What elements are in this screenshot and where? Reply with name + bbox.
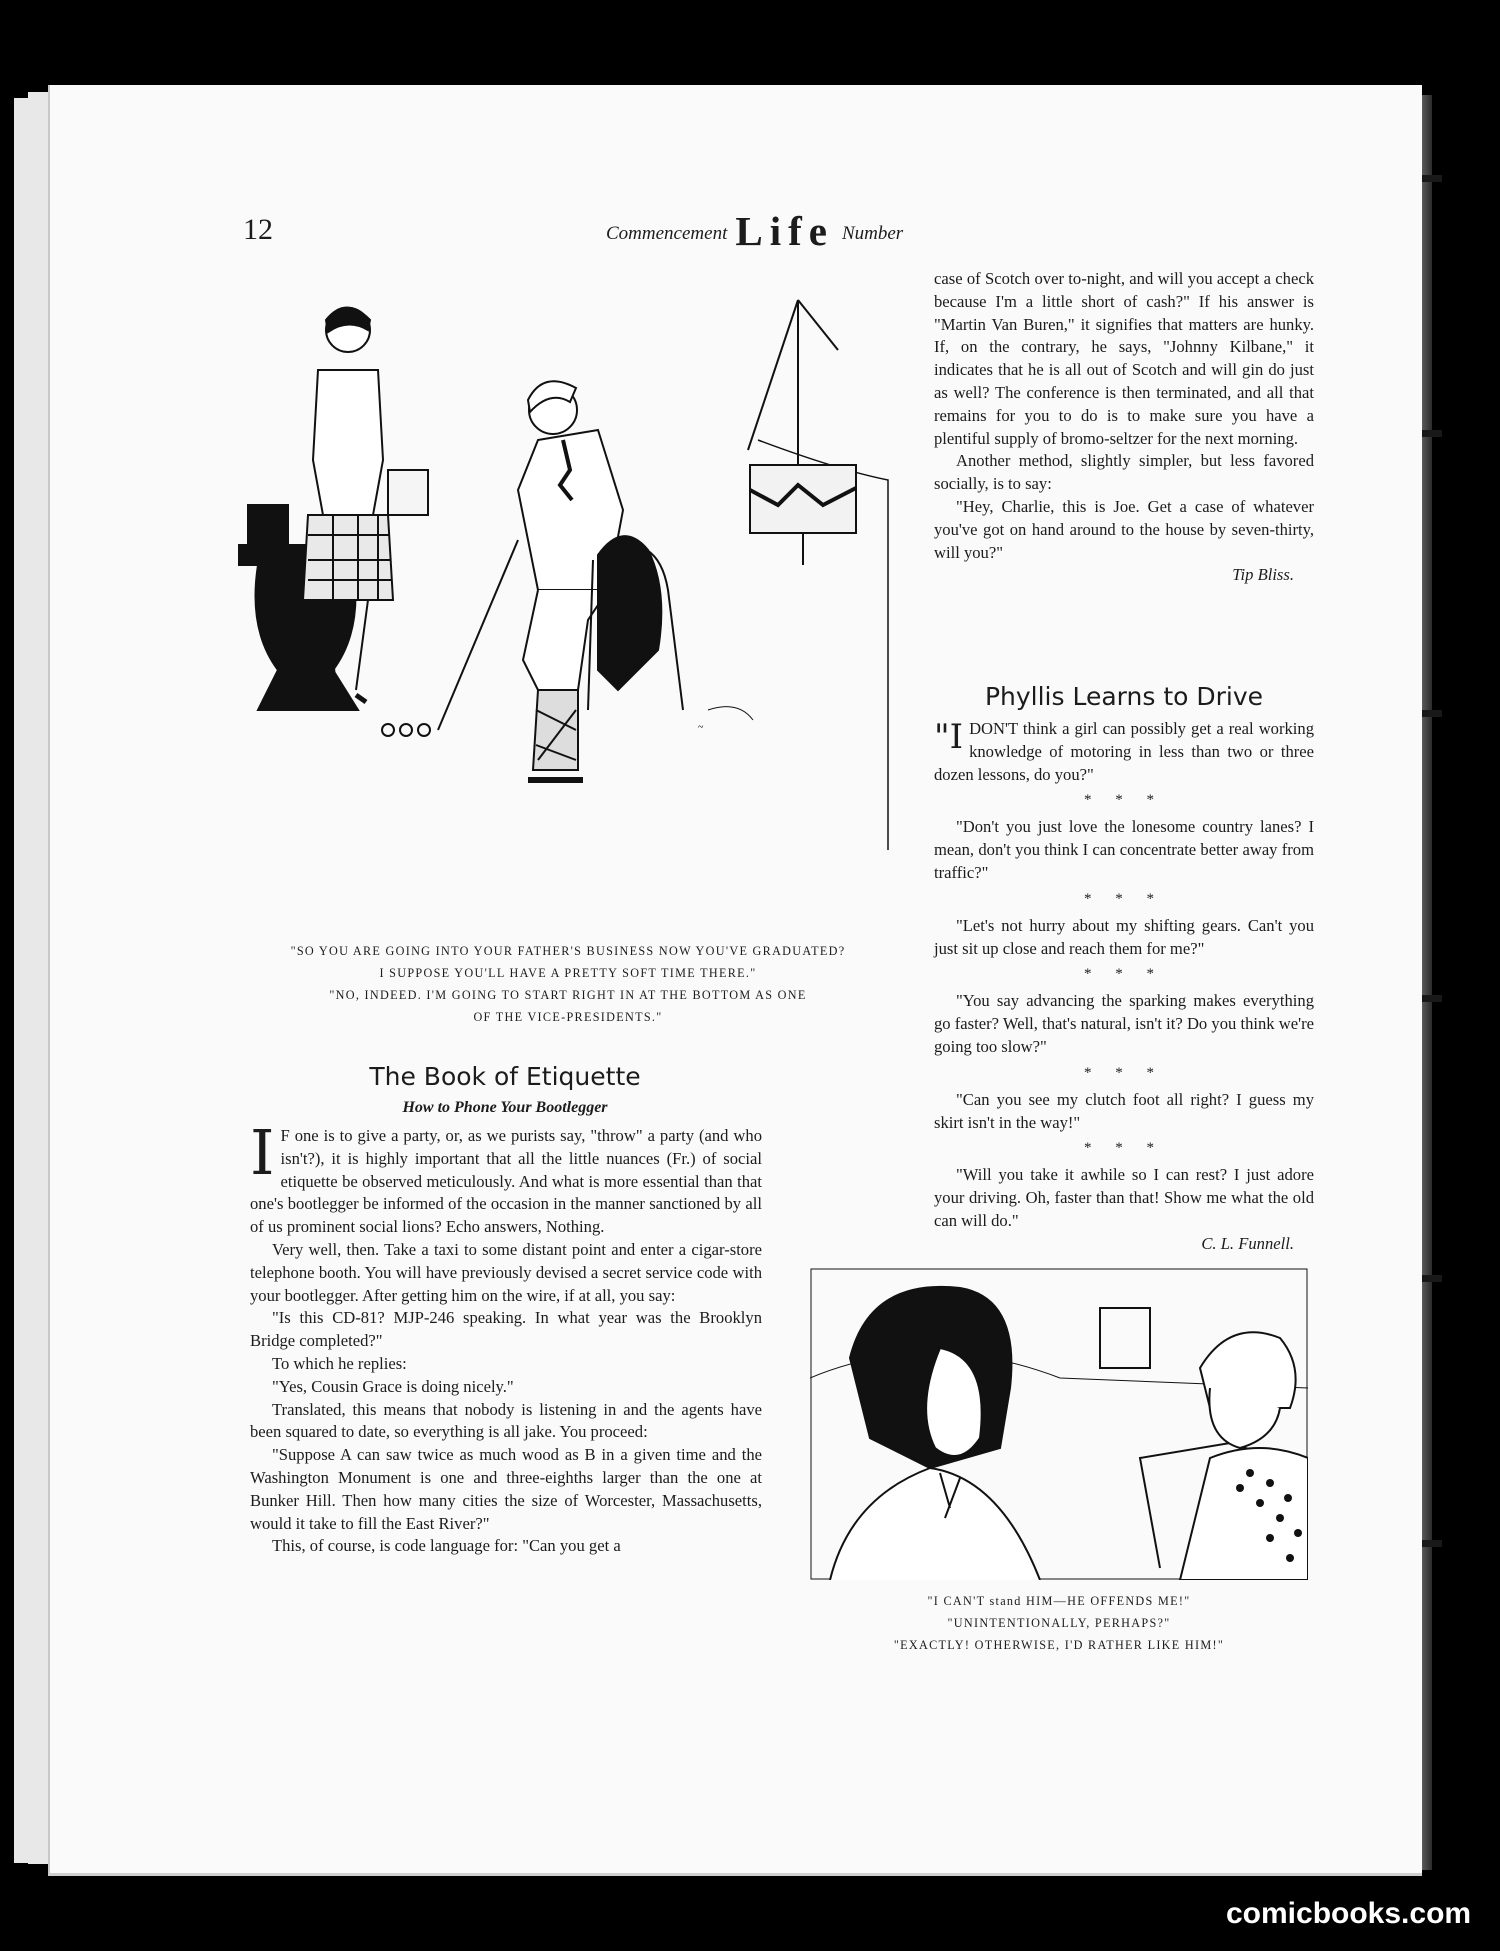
drop-cap: I (250, 1116, 275, 1189)
paragraph: Very well, then. Take a taxi to some distant point and enter a cigar-store telephone booth. You will have previously devised a secret service code with your bootlegger. After getting him on the wire, if at all, you say: (250, 1239, 762, 1305)
etiquette-column (250, 1116, 762, 1558)
paragraph: "Is this CD-81? MJP-246 speaking. In what year was the Brooklyn Bridge completed?" (250, 1308, 762, 1351)
paragraph: "Suppose A can saw twice as much wood as B in a given time and the Washington Monument is one and three-eighths larger than the one at Bunker Hill. Then how many cities the size of Worcester, Massachusetts, would it take to fill the East River?" (250, 1445, 762, 1533)
paragraph: "Hey, Charlie, this is Joe. Get a case of whatever you've got on hand around to the house by seven-thirty, will you?" (934, 496, 1314, 562)
site-watermark: comicbooks.com (1226, 1897, 1472, 1930)
page-number: 12 (243, 213, 273, 246)
paragraph: "Can you see my clutch foot all right? I guess my skirt isn't in the way!" (934, 1089, 1314, 1132)
separator: * * * (1084, 966, 1164, 983)
golf-illustration (238, 290, 898, 925)
paragraph: This, of course, is code language for: "Can you get a (272, 1536, 621, 1556)
two-women-illustration (810, 1268, 1308, 1580)
paragraph: Another method, slightly simpler, but less favored socially, is to say: (934, 451, 1314, 494)
masthead (606, 207, 903, 255)
separator: * * * (1084, 792, 1164, 809)
paragraph: "Let's not hurry about my shifting gears. Can't you just sit up close and reach them for me?" (934, 915, 1314, 958)
separator: * * * (1084, 890, 1164, 907)
caption-line: I SUPPOSE YOU'LL HAVE A PRETTY SOFT TIME THERE." (379, 966, 757, 980)
caption-line: "EXACTLY! OTHERWISE, I'D RATHER LIKE HIM!" (893, 1638, 1225, 1652)
top-cartoon-caption (238, 940, 898, 1028)
caption-line: "SO YOU ARE GOING INTO YOUR FATHER'S BUSINESS NOW YOU'VE GRADUATED? (290, 944, 846, 958)
paragraph: "Will you take it awhile so I can rest? I just adore your driving. Oh, faster than that! Show me what the old can will do." (934, 1165, 1314, 1230)
illustrator-signature-top: ~ (698, 722, 704, 733)
author-signature: Tip Bliss. (1232, 565, 1294, 585)
paragraph: "Yes, Cousin Grace is doing nicely." (272, 1376, 514, 1396)
caption-line: OF THE VICE-PRESIDENTS." (473, 1010, 663, 1024)
life-logo: Life (735, 208, 834, 254)
drop-cap: "I (934, 717, 964, 757)
paragraph: case of Scotch over to-night, and will you accept a check because I'm a little short of cash?" If his answer is "Martin Van Buren," it signifies that matters are hunky. If, on the contrary, he says, "Johnny Kilbane," it indicates that he is all out of Scotch and will gin do just as well? The conference is then terminated, and all that remains for you to do is to make sure you have a plentiful supply of bromo-seltzer for the next morning. (934, 269, 1314, 448)
author-signature: C. L. Funnell. (1201, 1233, 1294, 1253)
etiquette-title: The Book of Etiquette (369, 1062, 641, 1091)
paragraph: To which he replies: (272, 1353, 407, 1373)
separator: * * * (1084, 1064, 1164, 1081)
etiquette-subtitle: How to Phone Your Bootlegger (402, 1099, 608, 1116)
bottom-cartoon-caption (810, 1590, 1308, 1656)
caption-line: "NO, INDEED. I'M GOING TO START RIGHT IN AT THE BOTTOM AS ONE (329, 988, 807, 1002)
caption-line: "I CAN'T stand HIM—HE OFFENDS ME!" (927, 1594, 1191, 1608)
paragraph: "Don't you just love the lonesome country lanes? I mean, don't you think I can concentrate better away from traffic?" (934, 817, 1314, 882)
phyllis-title: Phyllis Learns to Drive (984, 682, 1264, 711)
paragraph: F one is to give a party, or, as we purists say, "throw" a party (and who isn't?), it is highly important that all the little nuances (Fr.) of social etiquette be observed meticulously. And what is more essential than that one's bootlegger be informed of the occasion in the manner sanctioned by all of us prominent social lions? Echo answers, Nothing. (250, 1126, 762, 1237)
phyllis-column (934, 718, 1314, 1256)
caption-line: "UNINTENTIONALLY, PERHAPS?" (947, 1616, 1171, 1630)
etiquette-continued-column (934, 268, 1314, 587)
paragraph: "You say advancing the sparking makes everything go faster? Well, that's natural, isn't it? Do you think we're going too slow?" (934, 991, 1314, 1056)
paragraph: Translated, this means that nobody is listening in and the agents have been squared to date, so everything is all jake. You proceed: (250, 1399, 762, 1442)
masthead-right-word: Number (841, 223, 904, 244)
paragraph: DON'T think a girl can possibly get a real working knowledge of motoring in less than two or three dozen lessons, do you?" (934, 719, 1314, 784)
masthead-left-word: Commencement (606, 223, 728, 244)
separator: * * * (1084, 1140, 1164, 1157)
